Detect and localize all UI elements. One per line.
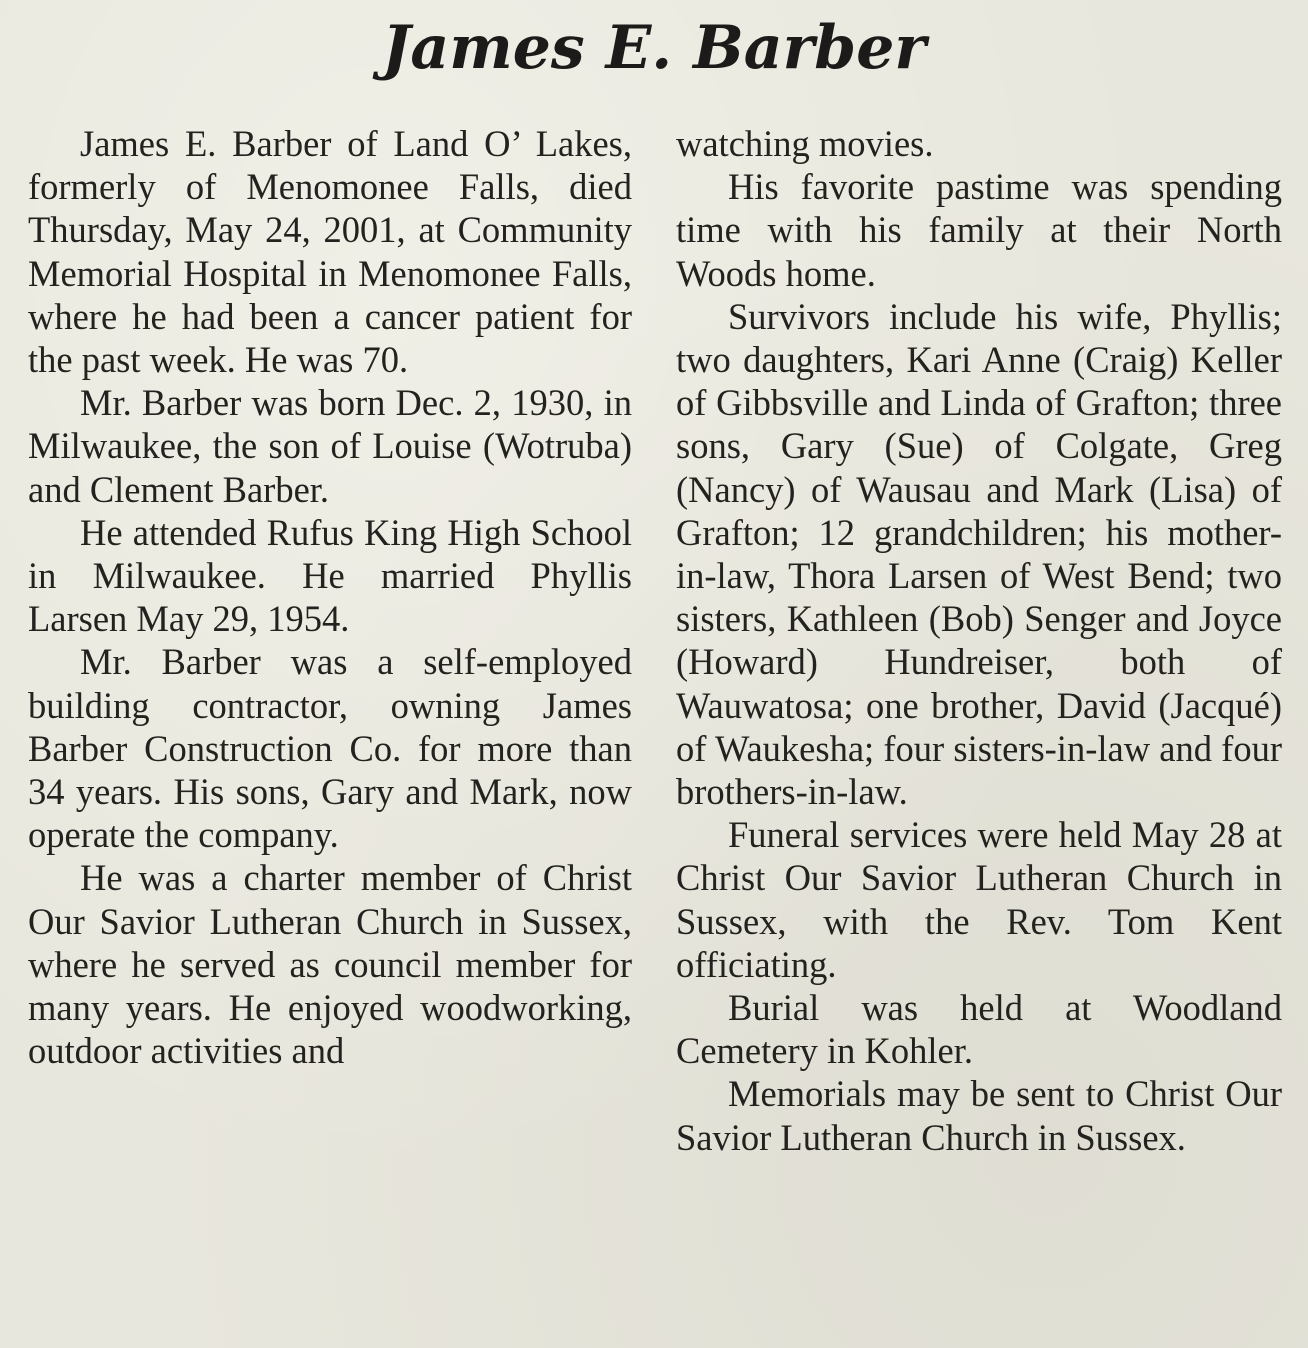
paragraph-church-hobbies: He was a charter member of Christ Our Savior Lutheran Church in Sussex, where he served as council member for many years. He enjoyed woodworking, outdoor activities and bbox=[28, 857, 632, 1072]
paragraph-birth: Mr. Barber was born Dec. 2, 1930, in Milwaukee, the son of Louise (Wotruba) and Clement Barber. bbox=[28, 382, 632, 510]
paragraph-memorials: Memorials may be sent to Christ Our Savior Lutheran Church in Sussex. bbox=[676, 1073, 1282, 1158]
left-column bbox=[28, 122, 632, 1072]
paragraph-death-notice: James E. Barber of Land O’ Lakes, formerly of Menomonee Falls, died Thursday, May 24, 2001, at Community Memorial Hospital in Menomonee Falls, where he had been a cancer patient for the past week. He was 70. bbox=[28, 123, 632, 381]
paragraph-continuation: watching movies. bbox=[676, 123, 934, 164]
paragraph-career: Mr. Barber was a self-employed building contractor, owning James Barber Construction Co. for more than 34 years. His sons, Gary and Mark, now operate the company. bbox=[28, 641, 632, 856]
paragraph-pastime: His favorite pastime was spending time with his family at their North Woods home. bbox=[676, 166, 1282, 294]
paragraph-burial: Burial was held at Woodland Cemetery in Kohler. bbox=[676, 987, 1282, 1072]
paragraph-survivors: Survivors include his wife, Phyllis; two daughters, Kari Anne (Craig) Keller of Gibbsville and Linda of Grafton; three sons, Gary (Sue) of Colgate, Greg (Nancy) of Wausau and Mark (Lisa) of Grafton; 12 grandchildren; his mother-in-law, Thora Larsen of West Bend; two sisters, Kathleen (Bob) Senger and Joyce (Howard) Hundreiser, both of Wauwatosa; one brother, David (Jacqué) of Waukesha; four sisters-in-law and four brothers-in-law. bbox=[676, 295, 1282, 813]
paragraph-education-marriage: He attended Rufus King High School in Milwaukee. He married Phyllis Larsen May 29, 1954. bbox=[28, 511, 632, 640]
obituary-headline: James E. Barber bbox=[381, 13, 927, 83]
paragraph-funeral: Funeral services were held May 28 at Christ Our Savior Lutheran Church in Sussex, with the Rev. Tom Kent officiating. bbox=[676, 814, 1282, 985]
right-column bbox=[676, 122, 1282, 1159]
